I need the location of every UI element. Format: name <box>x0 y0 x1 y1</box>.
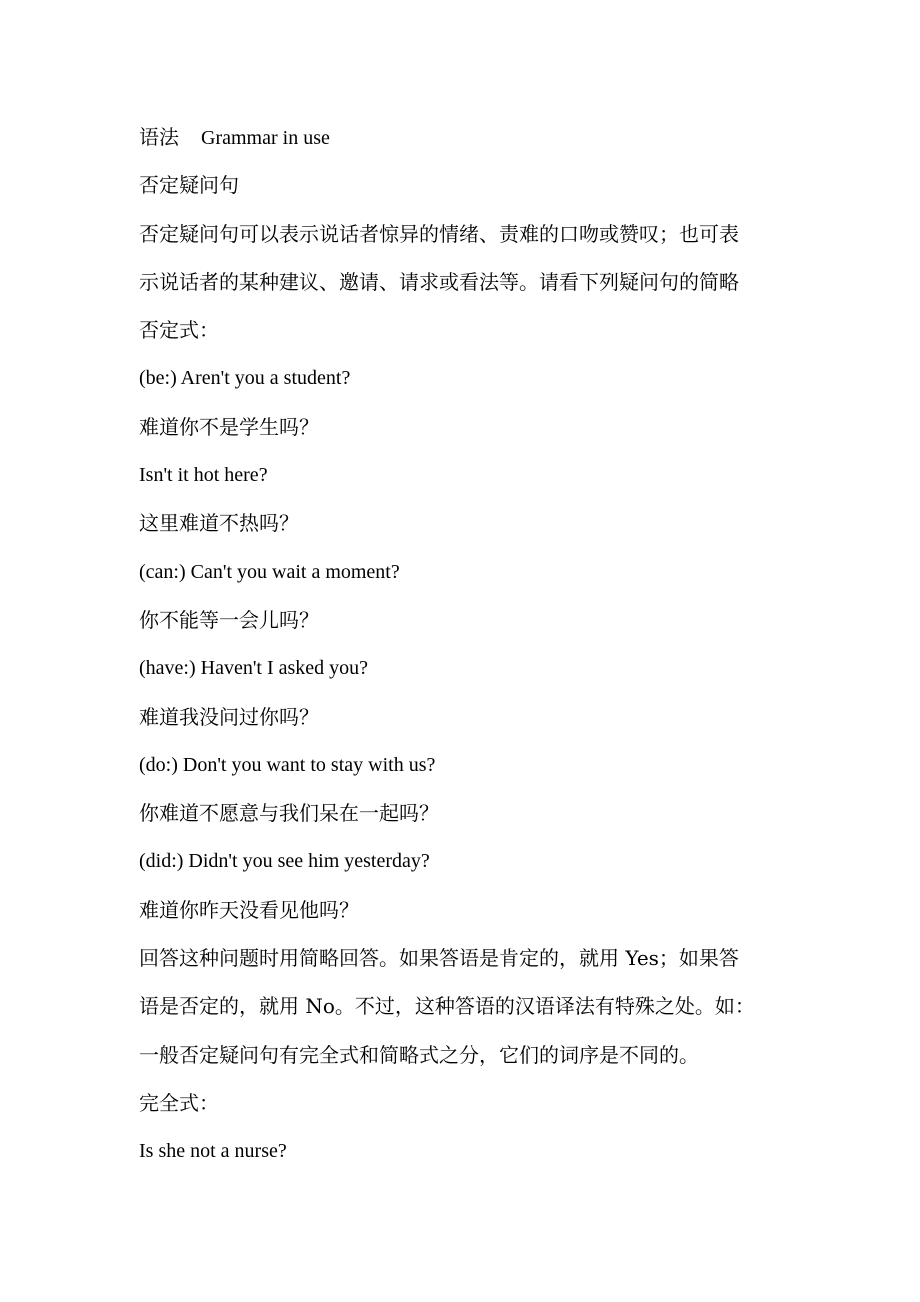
answer-line: 一般否定疑问句有完全式和简略式之分，它们的词序是不同的。 <box>139 1042 699 1067</box>
example-cn: 难道你不是学生吗？ <box>139 414 319 439</box>
intro-line: 示说话者的某种建议、邀请、请求或看法等。请看下列疑问句的简略 <box>139 269 739 294</box>
answer-line: 语是否定的，就用 No。不过，这种答语的汉语译法有特殊之处。如： <box>139 994 755 1019</box>
heading <box>139 118 799 166</box>
example-en: Isn't it hot here? <box>139 464 268 487</box>
intro-line: 否定疑问句可以表示说话者惊异的情绪、责难的口吻或赞叹；也可表 <box>139 221 739 246</box>
example-en: (do:) Don't you want to stay with us? <box>139 753 436 776</box>
example-en: (be:) Aren't you a student? <box>139 367 351 390</box>
answer-line: 回答这种问题时用简略回答。如果答语是肯定的，就用 Yes；如果答 <box>139 946 739 971</box>
heading-cn: 语法 <box>139 125 179 149</box>
intro-line: 否定式： <box>139 318 219 343</box>
example-cn: 难道我没问过你吗？ <box>139 704 319 729</box>
document-page <box>139 118 799 1181</box>
example-cn: 你难道不愿意与我们呆在一起吗？ <box>139 801 439 826</box>
example-en: (did:) Didn't you see him yesterday? <box>139 850 430 873</box>
full-form-label: 完全式： <box>139 1090 219 1115</box>
heading-en: Grammar in use <box>201 127 330 149</box>
subheading: 否定疑问句 <box>139 173 239 198</box>
full-form-example: Is she not a nurse? <box>139 1140 287 1163</box>
example-cn: 你不能等一会儿吗？ <box>139 607 319 632</box>
example-en: (have:) Haven't I asked you? <box>139 657 369 680</box>
example-en: (can:) Can't you wait a moment? <box>139 560 400 583</box>
example-cn: 难道你昨天没看见他吗？ <box>139 897 359 922</box>
example-cn: 这里难道不热吗？ <box>139 511 299 536</box>
